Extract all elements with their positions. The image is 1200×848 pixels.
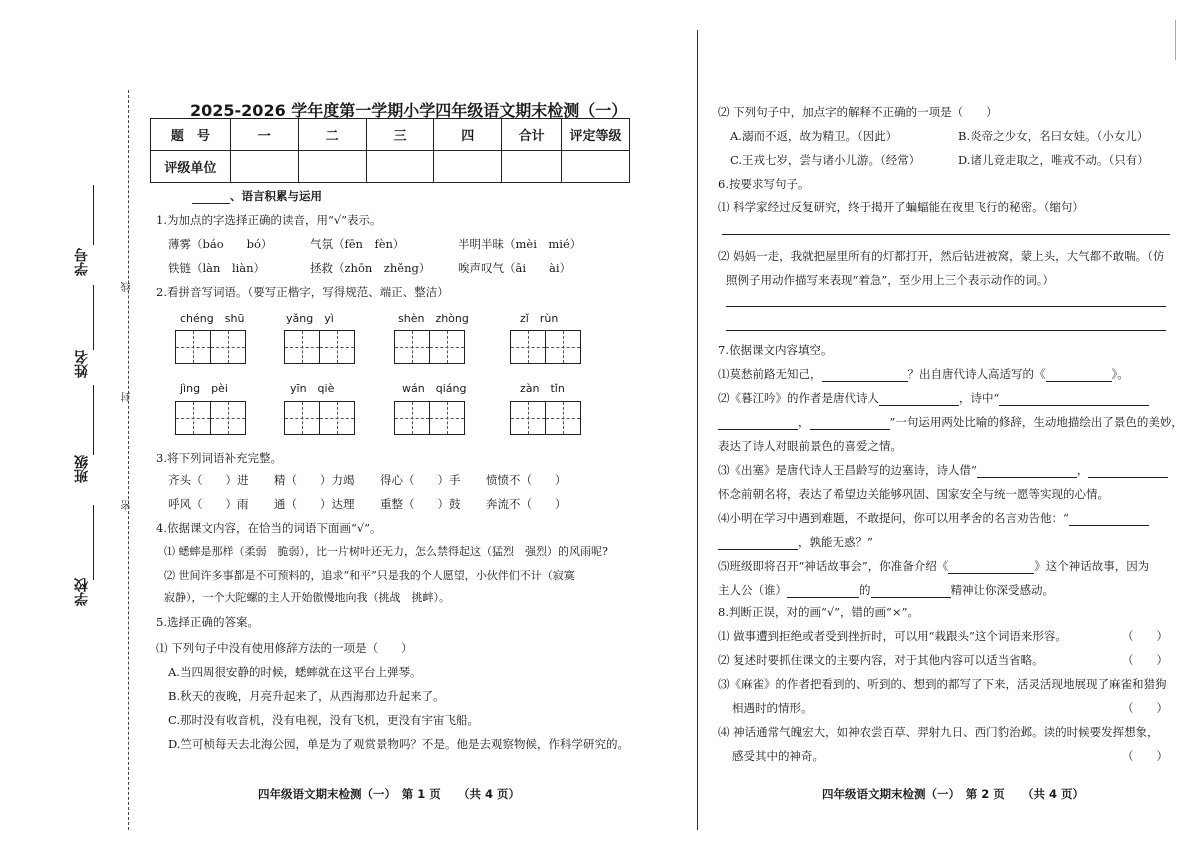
answer-line[interactable]	[722, 234, 1170, 235]
writing-grid[interactable]	[284, 330, 353, 364]
question-6: 6.按要求写句子。	[718, 177, 810, 191]
school-label: 学校	[74, 578, 90, 606]
q7-item-5-cont	[718, 582, 1054, 598]
q3-item: 得心（ ）手	[380, 473, 461, 487]
pinyin-label: zǐ rùn	[520, 312, 559, 325]
q7-2-text: ，诗中“	[959, 391, 1000, 405]
score-cell[interactable]	[434, 151, 502, 183]
score-cell[interactable]	[366, 151, 434, 183]
writing-grid[interactable]	[510, 330, 579, 364]
q1-item: 薄雾（báo bó）	[168, 237, 273, 251]
cut-mark-xian: 线	[122, 282, 133, 292]
q3-item: 齐头（ ）进	[168, 473, 249, 487]
fill-blank[interactable]	[1069, 514, 1149, 526]
question-1: 1.为加点的字选择正确的读音，用“√”表示。	[156, 213, 382, 227]
q8-item: ⑵ 复述时要抓住课文的主要内容，对于其他内容可以适当省略。	[718, 653, 1044, 667]
score-cell[interactable]	[562, 151, 630, 183]
q3-item: 重整（ ）鼓	[380, 497, 461, 511]
score-cell[interactable]	[230, 151, 298, 183]
writing-grid[interactable]	[175, 330, 244, 364]
q5-sub-2: ⑵ 下列句子中，加点字的解释不正确的一项是（ ）	[718, 105, 998, 119]
q7-5-text: 主人公（谁）	[718, 583, 787, 597]
score-table-header-row	[151, 119, 630, 151]
fill-blank[interactable]	[718, 538, 798, 550]
score-header-cell: 四	[434, 119, 502, 151]
score-header-cell: 一	[230, 119, 298, 151]
score-row-label: 评级单位	[151, 151, 231, 183]
fill-blank[interactable]	[1046, 370, 1112, 382]
q7-1-text: ⑴莫愁前路无知己，	[718, 367, 822, 381]
q5-option: B.秋天的夜晚，月亮升起来了，从西海那边升起来了。	[168, 689, 445, 703]
q6-item: ⑵ 妈妈一走，我就把屋里所有的灯都打开，然后钻进被窝，蒙上头，大气都不敢喘。（仿	[718, 249, 1165, 263]
q3-item: 精（ ）力竭	[274, 473, 355, 487]
q5-option: C.那时没有收音机，没有电视，没有飞机，更没有宇宙飞船。	[168, 713, 480, 727]
q1-item: 拯救（zhōn zhěng）	[310, 261, 431, 275]
cut-mark-mi: 密	[122, 500, 133, 510]
writing-grid[interactable]	[175, 401, 244, 435]
q8-item-cont: 感受其中的神奇。	[732, 749, 824, 763]
pinyin-label: wán qiáng	[402, 382, 467, 395]
q8-answer-paren[interactable]: （ ）	[1122, 629, 1168, 643]
writing-grid[interactable]	[510, 401, 579, 435]
q5-option: A.溺而不返，故为精卫。（因此）	[730, 129, 898, 143]
fill-blank[interactable]	[1088, 466, 1168, 478]
cut-mark-feng: 封	[122, 392, 133, 402]
score-header-cell: 二	[298, 119, 366, 151]
number-blank[interactable]	[93, 185, 94, 245]
q1-item: 半明半昧（mèi mié）	[458, 237, 582, 251]
q7-2-text: ，	[798, 415, 810, 429]
q7-5-text: 的	[859, 583, 871, 597]
q8-item-cont: 相遇时的情形。	[732, 701, 813, 715]
q5-option: B.炎帝之少女，名曰女娃。（小女儿）	[958, 129, 1149, 143]
q1-item: 唉声叹气（āi ài）	[458, 261, 572, 275]
pinyin-label: jìng pèi	[180, 382, 228, 395]
q5-option: A.当四周很安静的时候，蟋蟀就在这平台上弹琴。	[168, 665, 422, 679]
q7-1-text: 》。	[1111, 367, 1129, 381]
q7-3-text: ⑶《出塞》是唐代诗人王昌龄写的边塞诗，诗人借“	[718, 463, 977, 477]
q8-answer-paren[interactable]: （ ）	[1122, 701, 1168, 715]
writing-grid[interactable]	[394, 401, 463, 435]
fill-blank[interactable]	[948, 562, 1034, 574]
q7-2-text: ”一句运用两处比喻的修辞，生动地描绘出了景色的美妙，	[889, 415, 1183, 429]
q7-item-2-end: 表达了诗人对眼前景色的喜爱之情。	[718, 439, 902, 453]
score-cell[interactable]	[502, 151, 562, 183]
pinyin-label: shèn zhòng	[398, 312, 469, 325]
writing-grid[interactable]	[394, 330, 463, 364]
section-1-heading	[192, 188, 322, 204]
q7-2-text: ⑵《暮江吟》的作者是唐代诗人	[718, 391, 879, 405]
answer-line[interactable]	[726, 306, 1166, 307]
page-footer: 四年级语文期末检测（一） 第 1 页 （共 4 页）	[258, 787, 521, 801]
page-1	[140, 0, 630, 848]
number-label: 学号	[74, 248, 90, 276]
question-5: 5.选择正确的答案。	[156, 615, 259, 629]
section-score-blank[interactable]	[192, 192, 230, 204]
q4-item: ⑴ 蟋蟀是那样（柔弱 脆弱），比一片树叶还无力，怎么禁得起这（猛烈 强烈）的风雨呢?	[164, 545, 608, 558]
score-cell[interactable]	[298, 151, 366, 183]
q7-item-2	[718, 390, 1149, 406]
class-blank[interactable]	[93, 385, 94, 455]
writing-grid[interactable]	[284, 401, 353, 435]
score-table-row	[151, 151, 630, 183]
q5-option: D.诸儿竞走取之，唯戎不动。（只有）	[958, 153, 1149, 167]
q5-sub-1: ⑴ 下列句子中没有使用修辞方法的一项是（ ）	[156, 641, 413, 655]
score-header-cell: 三	[366, 119, 434, 151]
score-header-cell: 合计	[502, 119, 562, 151]
class-label: 班级	[74, 455, 90, 483]
q7-5-text: 精神让你深受感动。	[950, 583, 1054, 597]
q7-5-text: 》这个神话故事，因为	[1034, 559, 1150, 573]
question-2: 2.看拼音写词语。（要写正楷字，写得规范、端正、整洁）	[156, 285, 449, 299]
q4-item-cont: 寂静），一个大陀螺的主人开始傲慢地向我（挑战 挑衅）。	[164, 591, 450, 604]
q8-item: ⑶《麻雀》的作者把看到的、听到的、想到的都写了下来，活灵活现地展现了麻雀和猎狗	[718, 677, 1167, 691]
fill-blank[interactable]	[977, 466, 1077, 478]
q7-item-3-cont: 怀念前朝名将，表达了希望边关能够巩固、国家安全与统一愿等实现的心情。	[718, 487, 1109, 501]
name-label: 姓名	[74, 350, 90, 378]
pinyin-label: zàn tǐn	[520, 382, 565, 395]
fill-blank[interactable]	[718, 418, 798, 430]
q4-item: ⑵ 世间许多事都是不可预料的，追求“和平”只是我的个人愿望，小伙伴们不计（寂寞	[164, 569, 575, 582]
q3-item: 奔流不（ ）	[486, 497, 567, 511]
q7-1-text: ？出自唐代诗人高适写的《	[907, 367, 1046, 381]
fill-blank[interactable]	[999, 394, 1149, 406]
q1-item: 铁链（làn liàn）	[168, 261, 266, 275]
q7-4-text: ⑷小明在学习中遇到难题，不敢提问，你可以用孝舍的名言劝告他：“	[718, 511, 1069, 525]
pinyin-label: yīn qiè	[290, 382, 335, 395]
score-header-cell: 评定等级	[562, 119, 630, 151]
question-4: 4.依据课文内容，在恰当的词语下面画“√”。	[156, 521, 382, 535]
score-header-cell: 题 号	[151, 119, 231, 151]
q7-item-4-cont	[718, 534, 873, 550]
q8-answer-paren[interactable]: （ ）	[1122, 749, 1168, 763]
q7-item-4	[718, 510, 1149, 526]
q7-3-text: ，	[1076, 463, 1089, 477]
fill-blank[interactable]	[871, 586, 951, 598]
question-8: 8.判断正误，对的画“√”，错的画“×”。	[718, 605, 919, 619]
q3-item: 通（ ）达理	[274, 497, 355, 511]
fill-blank[interactable]	[879, 394, 959, 406]
fill-blank[interactable]	[787, 586, 859, 598]
page-footer: 四年级语文期末检测（一） 第 2 页 （共 4 页）	[822, 787, 1085, 801]
q3-item: 愤愤不（ ）	[486, 473, 567, 487]
exam-title: 2025-2026 学年度第一学期小学四年级语文期末检测（一）	[190, 101, 628, 120]
school-blank[interactable]	[93, 505, 94, 580]
binding-strip	[0, 0, 135, 848]
q7-item-3	[718, 462, 1168, 478]
q8-item: ⑷ 神话通常气魄宏大，如神农尝百草、羿射九日、西门豹治邺。读的时候要发挥想象，	[718, 725, 1159, 739]
page-fold-line	[697, 30, 698, 830]
pinyin-label: chéng shū	[180, 312, 245, 325]
q7-item-1	[718, 366, 1129, 382]
binding-dashed-line	[128, 90, 129, 830]
q7-item-5	[718, 558, 1149, 574]
page-2	[708, 0, 1188, 848]
q5-option: C.王戎七岁，尝与诸小儿游。（经常）	[730, 153, 921, 167]
q7-5-text: ⑸班级即将召开“神话故事会”，你准备介绍《	[718, 559, 949, 573]
pinyin-label: yǎng yì	[286, 312, 334, 325]
q6-item: ⑴ 科学家经过反复研究，终于揭开了蝙蝠能在夜里飞行的秘密。（缩句）	[718, 200, 1084, 214]
q8-item: ⑴ 做事遭到拒绝或者受到挫折时，可以用“栽跟头”这个词语来形容。	[718, 629, 1067, 643]
q1-item: 气氛（fēn fèn）	[310, 237, 405, 251]
q5-option: D.竺可桢每天去北海公园，单是为了观赏景物吗？不是。他是去观察物候，作科学研究的。	[168, 737, 629, 751]
fill-blank[interactable]	[822, 370, 908, 382]
section-1-text: 、语言积累与运用	[230, 189, 322, 203]
q7-item-2-cont	[718, 414, 1183, 430]
q3-item: 呼风（ ）雨	[168, 497, 249, 511]
question-7: 7.依据课文内容填空。	[718, 343, 833, 357]
q8-answer-paren[interactable]: （ ）	[1122, 653, 1168, 667]
question-3: 3.将下列词语补充完整。	[156, 451, 282, 465]
q7-4-text: ，孰能无惑？”	[798, 535, 873, 549]
score-table	[150, 118, 630, 183]
name-blank[interactable]	[93, 285, 94, 350]
fill-blank[interactable]	[810, 418, 890, 430]
q6-item-cont: 照例子用动作描写来表现“着急”，至少用上三个表示动作的词。）	[726, 273, 1055, 287]
answer-line[interactable]	[726, 330, 1166, 331]
